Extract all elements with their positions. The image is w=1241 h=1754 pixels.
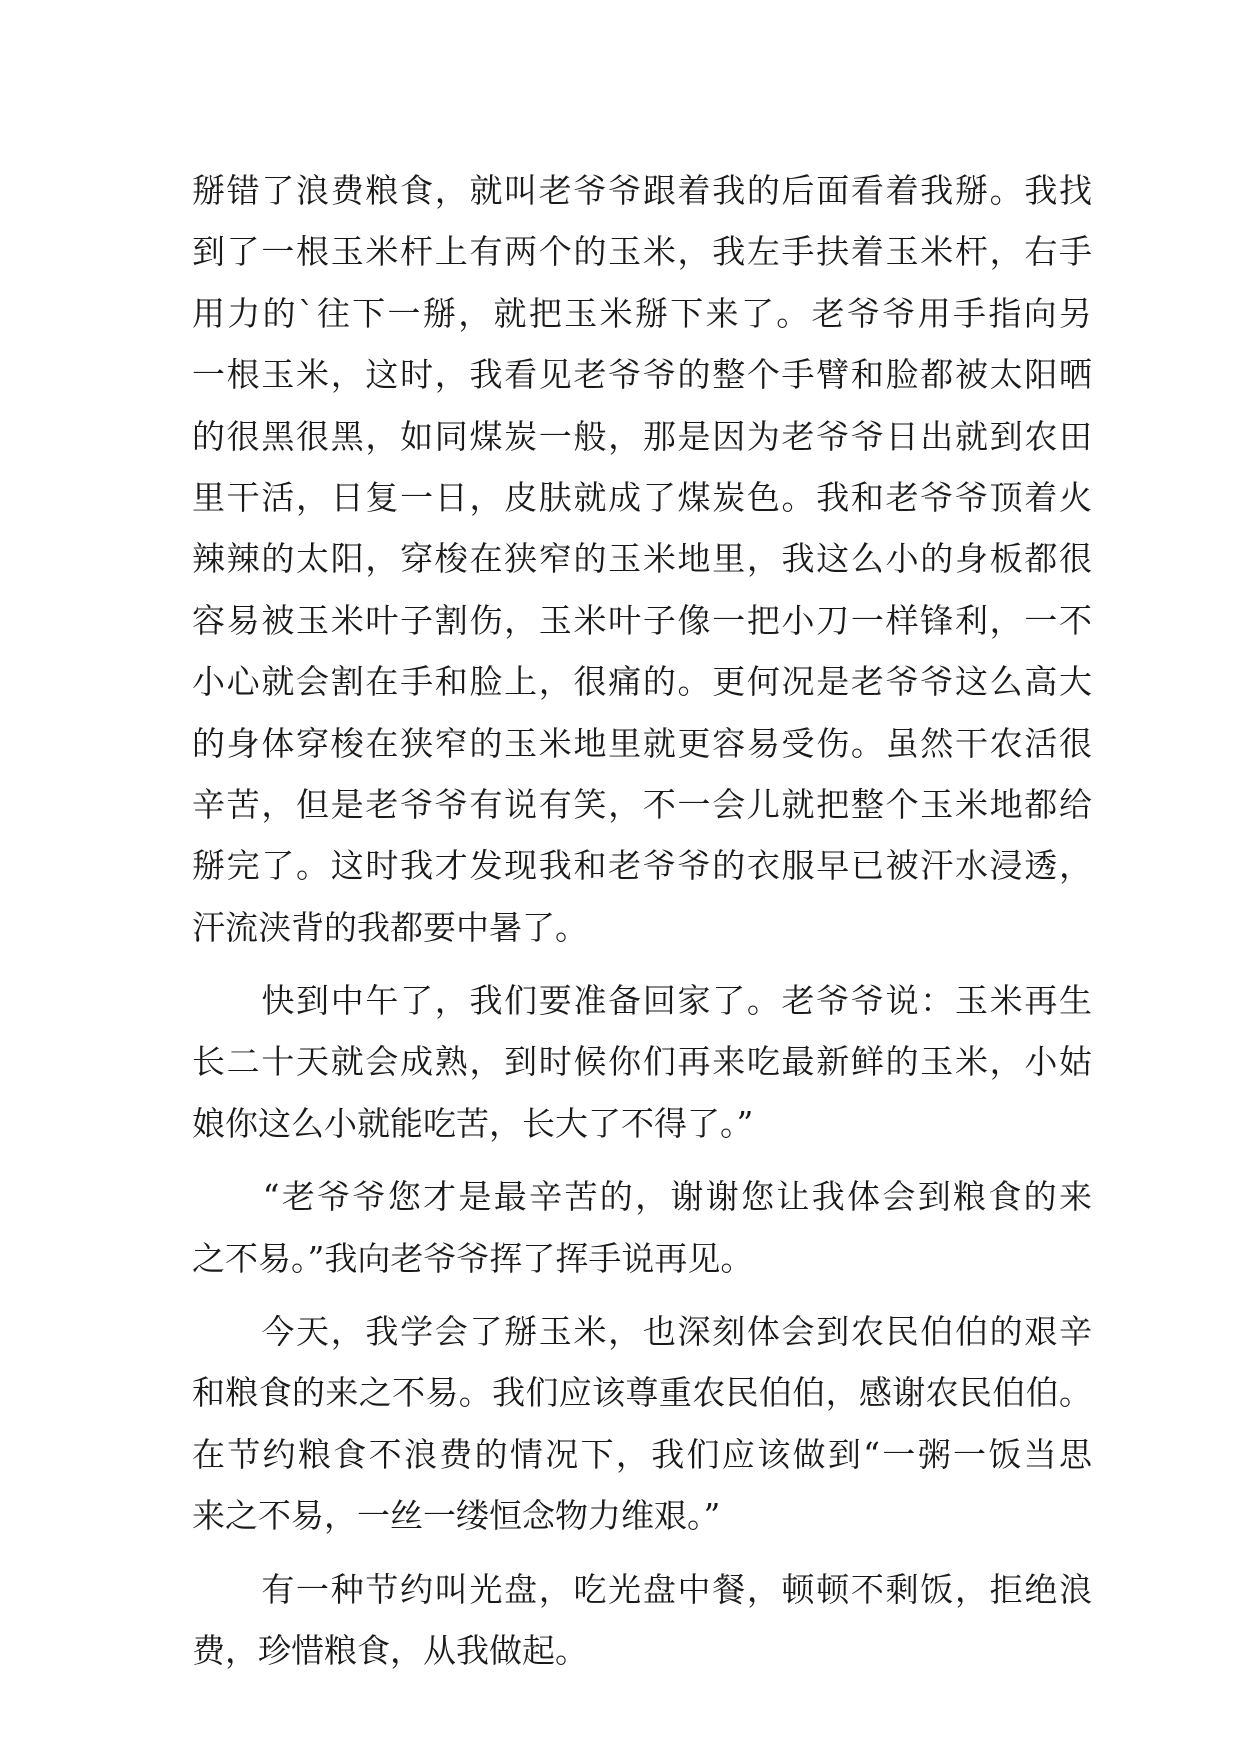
text-line: 用力的`往下一掰，就把玉米掰下来了。老爷爷用手指向另	[192, 293, 1092, 333]
text-line: 辣辣的太阳，穿梭在狭窄的玉米地里，我这么小的身板都很	[192, 539, 1092, 579]
paragraph-gap	[192, 1154, 1092, 1166]
text-line: 有一种节约叫光盘，吃光盘中餐，顿顿不剩饭，拒绝浪	[192, 1569, 1092, 1609]
text-line: 之不易。”我向老爷爷挥了挥手说再见。	[192, 1238, 754, 1278]
paragraph-1	[192, 160, 1092, 958]
text-line: 汗流浃背的我都要中暑了。	[192, 907, 588, 947]
text-line: 快到中午了，我们要准备回家了。老爷爷说：玉米再生	[192, 981, 1092, 1021]
paragraph-4	[192, 1301, 1092, 1547]
paragraph-5	[192, 1559, 1092, 1682]
text-line: “老爷爷您才是最辛苦的，谢谢您让我体会到粮食的来	[192, 1177, 1092, 1217]
text-line: 的身体穿梭在狭窄的玉米地里就更容易受伤。虽然干农活很	[192, 723, 1092, 763]
text-line: 里干活，日复一日，皮肤就成了煤炭色。我和老爷爷顶着火	[192, 477, 1092, 517]
text-line: 辛苦，但是老爷爷有说有笑，不一会儿就把整个玉米地都给	[192, 784, 1092, 824]
text-line: 的很黑很黑，如同煤炭一般，那是因为老爷爷日出就到农田	[192, 416, 1092, 456]
text-line: 掰错了浪费粮食，就叫老爷爷跟着我的后面看着我掰。我找	[192, 171, 1092, 210]
text-line: 到了一根玉米杆上有两个的玉米，我左手扶着玉米杆，右手	[192, 232, 1092, 272]
paragraph-3	[192, 1166, 1092, 1289]
text-line: 和粮食的来之不易。我们应该尊重农民伯伯，感谢农民伯伯。	[192, 1373, 1092, 1413]
essay-body	[192, 160, 1092, 1681]
text-line: 在节约粮食不浪费的情况下，我们应该做到“一粥一饭当思	[192, 1434, 1092, 1474]
text-line: 来之不易，一丝一缕恒念物力维艰。”	[192, 1496, 721, 1536]
text-line: 娘你这么小就能吃苦，长大了不得了。”	[192, 1103, 754, 1143]
text-line: 小心就会割在手和脸上，很痛的。更何况是老爷爷这么高大	[192, 662, 1092, 702]
text-line: 长二十天就会成熟，到时候你们再来吃最新鲜的玉米，小姑	[192, 1042, 1092, 1082]
paragraph-gap	[192, 1289, 1092, 1301]
text-line: 费，珍惜粮食，从我做起。	[192, 1630, 588, 1670]
text-line: 一根玉米，这时，我看见老爷爷的整个手臂和脸都被太阳晒	[192, 355, 1092, 395]
text-line: 掰完了。这时我才发现我和老爷爷的衣服早已被汗水浸透，	[192, 846, 1092, 886]
paragraph-gap	[192, 958, 1092, 970]
text-line: 今天，我学会了掰玉米，也深刻体会到农民伯伯的艰辛	[192, 1312, 1092, 1352]
paragraph-2	[192, 970, 1092, 1154]
paragraph-gap	[192, 1547, 1092, 1559]
text-line: 容易被玉米叶子割伤，玉米叶子像一把小刀一样锋利，一不	[192, 600, 1092, 640]
